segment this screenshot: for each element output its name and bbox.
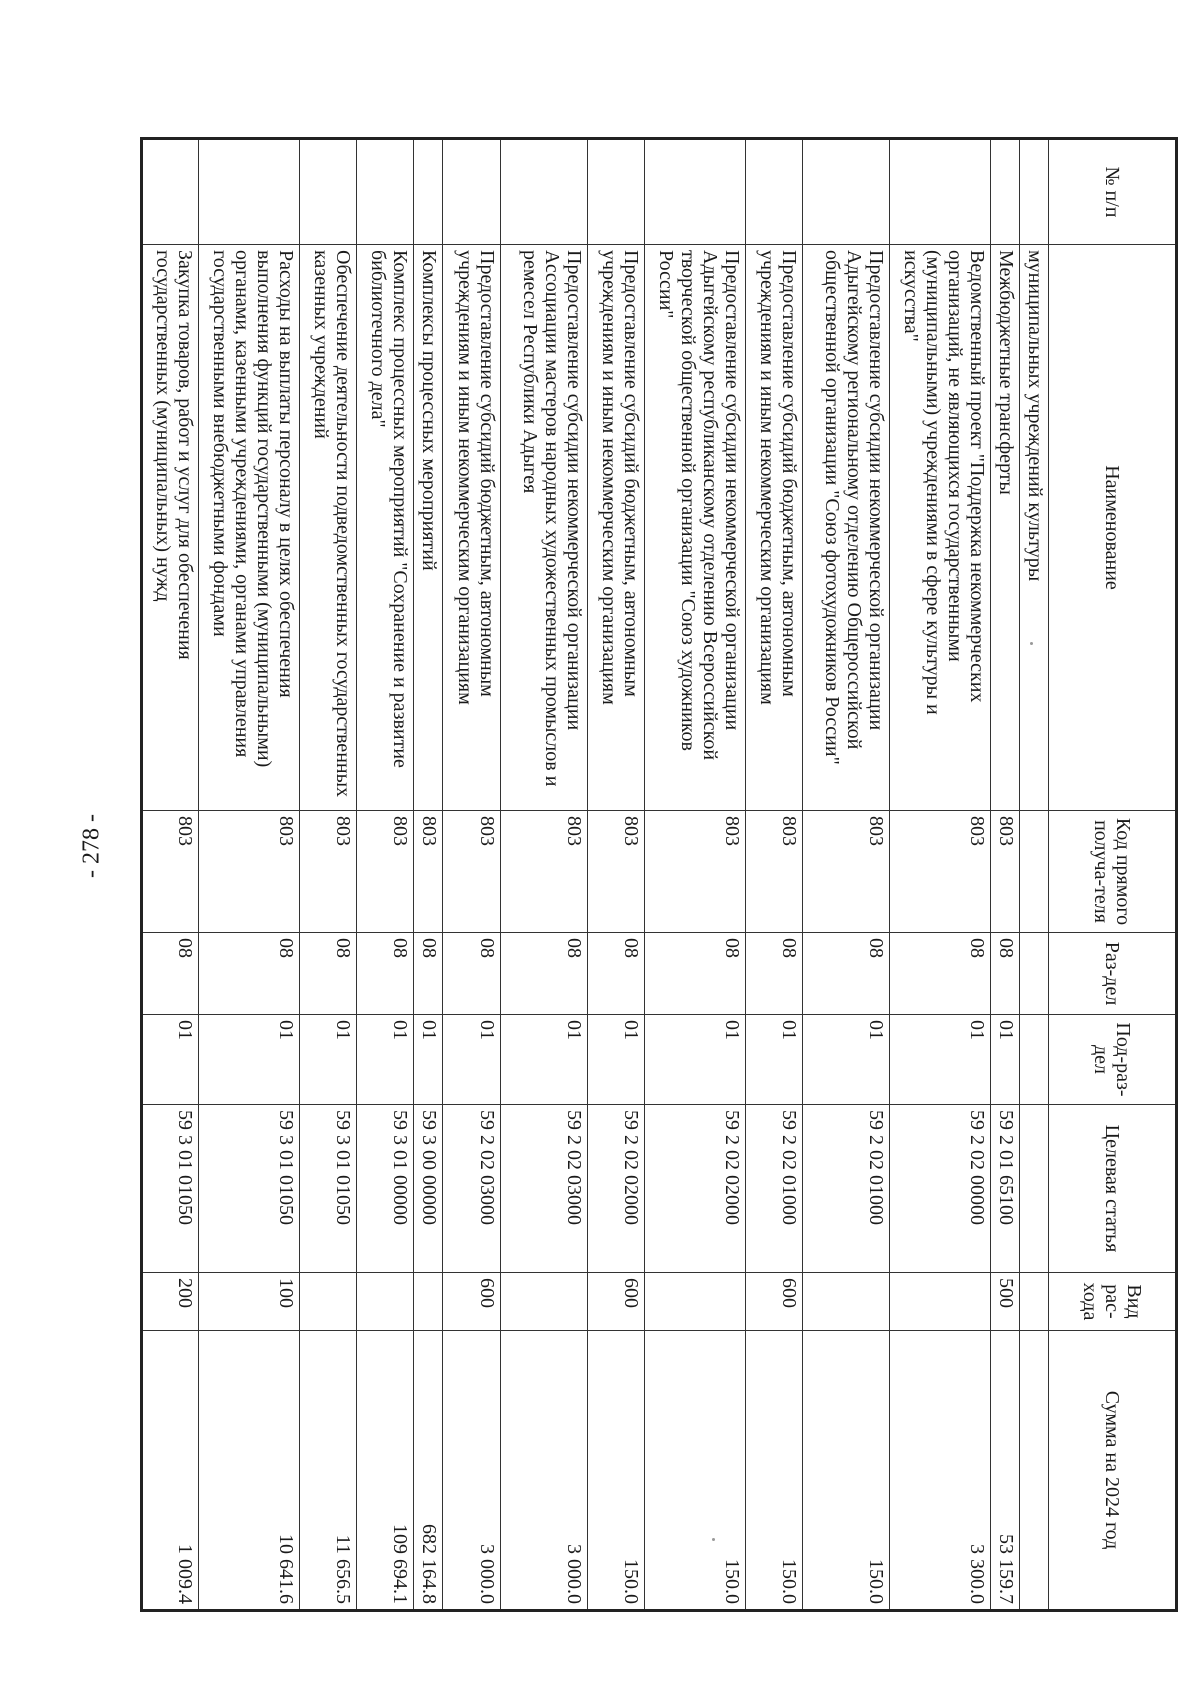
cell-amount: 11 656.5	[299, 1331, 356, 1611]
cell-recipient-code: 803	[356, 811, 413, 933]
cell-name: Предоставление субсидии некоммерческой организации Адыгейскому региональному отделению Общероссийской общественной организации "Союз фотохудожников России"	[802, 245, 889, 811]
cell-section: 08	[414, 933, 443, 1015]
table-row	[802, 139, 889, 1611]
table-row	[414, 139, 443, 1611]
table-row	[356, 139, 413, 1611]
cell-expense-type	[414, 1273, 443, 1331]
cell-name: Межбюджетные трансферты	[990, 245, 1019, 811]
cell-expense-type	[356, 1273, 413, 1331]
header-amount: Сумма на 2024 год	[1049, 1331, 1177, 1611]
cell-amount	[1019, 1331, 1048, 1611]
cell-target-article: 59 3 01 01050	[199, 1105, 299, 1273]
cell-expense-type: 600	[745, 1273, 802, 1331]
cell-recipient-code: 803	[414, 811, 443, 933]
cell-subsection: 01	[990, 1015, 1019, 1105]
header-expense-type: Вид рас-хода	[1049, 1273, 1177, 1331]
cell-num	[414, 139, 443, 245]
header-recipient-code: Код прямого получа-теля	[1049, 811, 1177, 933]
cell-subsection: 01	[890, 1015, 990, 1105]
cell-target-article: 59 2 02 03000	[500, 1105, 587, 1273]
header-num: № п/п	[1049, 139, 1177, 245]
header-name: Наименование	[1049, 245, 1177, 811]
cell-section: 08	[299, 933, 356, 1015]
cell-target-article: 59 2 02 01000	[802, 1105, 889, 1273]
table-row	[299, 139, 356, 1611]
cell-section: 08	[890, 933, 990, 1015]
cell-num	[199, 139, 299, 245]
cell-recipient-code: 803	[500, 811, 587, 933]
cell-subsection: 01	[142, 1015, 199, 1105]
cell-amount: 150.0	[588, 1331, 645, 1611]
header-target-article: Целевая статья	[1049, 1105, 1177, 1273]
table-row	[645, 139, 745, 1611]
table-header-row	[1049, 139, 1177, 1611]
budget-table	[140, 137, 1178, 1612]
cell-name: Предоставление субсидий бюджетным, автономным учреждениям и иным некоммерческим организациям	[745, 245, 802, 811]
cell-num	[500, 139, 587, 245]
cell-target-article: 59 2 02 02000	[645, 1105, 745, 1273]
cell-name: Расходы на выплаты персоналу в целях обеспечения выполнения функций государственными (муниципальными) органами, казенными учреждениями, органами управления государственными внебюджетными фондами	[199, 245, 299, 811]
cell-section: 08	[588, 933, 645, 1015]
cell-subsection: 01	[802, 1015, 889, 1105]
cell-subsection: 01	[745, 1015, 802, 1105]
cell-amount: 3 300.0	[890, 1331, 990, 1611]
cell-subsection	[1019, 1015, 1048, 1105]
scan-speck	[1030, 642, 1033, 645]
cell-section: 08	[645, 933, 745, 1015]
cell-recipient-code: 803	[745, 811, 802, 933]
table-row	[500, 139, 587, 1611]
cell-num	[1019, 139, 1048, 245]
cell-subsection: 01	[645, 1015, 745, 1105]
table-row	[1019, 139, 1048, 1611]
cell-recipient-code: 803	[990, 811, 1019, 933]
cell-target-article: 59 2 02 01000	[745, 1105, 802, 1273]
cell-name: Закупка товаров, работ и услуг для обеспечения государственных (муниципальных) нужд	[142, 245, 199, 811]
cell-amount: 150.0	[745, 1331, 802, 1611]
cell-num	[802, 139, 889, 245]
cell-subsection: 01	[414, 1015, 443, 1105]
scan-speck	[712, 1538, 715, 1541]
cell-num	[990, 139, 1019, 245]
page-number: - 278 -	[78, 814, 105, 878]
cell-amount: 150.0	[645, 1331, 745, 1611]
cell-recipient-code: 803	[588, 811, 645, 933]
cell-target-article	[1019, 1105, 1048, 1273]
cell-amount: 109 694.1	[356, 1331, 413, 1611]
table-row	[142, 139, 199, 1611]
cell-name: Комплексы процессных мероприятий	[414, 245, 443, 811]
cell-name: Ведомственный проект "Поддержка некоммерческих организаций, не являющихся государственными (муниципальными) учреждениями в сфере культуры и искусства"	[890, 245, 990, 811]
cell-section: 08	[802, 933, 889, 1015]
cell-amount: 682 164.8	[414, 1331, 443, 1611]
cell-num	[588, 139, 645, 245]
cell-num	[745, 139, 802, 245]
cell-subsection: 01	[356, 1015, 413, 1105]
table-row	[990, 139, 1019, 1611]
cell-expense-type: 600	[443, 1273, 500, 1331]
cell-subsection: 01	[588, 1015, 645, 1105]
table-row	[199, 139, 299, 1611]
table-row	[443, 139, 500, 1611]
cell-name: Предоставление субсидий бюджетным, автономным учреждениям и иным некоммерческим организациям	[443, 245, 500, 811]
cell-target-article: 59 2 01 65100	[990, 1105, 1019, 1273]
cell-num	[890, 139, 990, 245]
cell-amount: 10 641.6	[199, 1331, 299, 1611]
cell-recipient-code: 803	[802, 811, 889, 933]
cell-target-article: 59 2 02 03000	[443, 1105, 500, 1273]
cell-num	[443, 139, 500, 245]
cell-expense-type: 200	[142, 1273, 199, 1331]
cell-name: Обеспечение деятельности подведомственных государственных казенных учреждений	[299, 245, 356, 811]
cell-recipient-code: 803	[299, 811, 356, 933]
cell-section: 08	[443, 933, 500, 1015]
cell-num	[142, 139, 199, 245]
cell-section	[1019, 933, 1048, 1015]
cell-amount: 150.0	[802, 1331, 889, 1611]
cell-subsection: 01	[500, 1015, 587, 1105]
cell-expense-type	[299, 1273, 356, 1331]
cell-subsection: 01	[299, 1015, 356, 1105]
cell-target-article: 59 3 01 00000	[356, 1105, 413, 1273]
cell-expense-type	[802, 1273, 889, 1331]
cell-recipient-code: 803	[142, 811, 199, 933]
cell-expense-type	[500, 1273, 587, 1331]
cell-target-article: 59 2 02 00000	[890, 1105, 990, 1273]
cell-name: Предоставление субсидий бюджетным, автономным учреждениям и иным некоммерческим организациям	[588, 245, 645, 811]
cell-name: Комплекс процессных мероприятий "Сохранение и развитие библиотечного дела"	[356, 245, 413, 811]
cell-recipient-code: 803	[443, 811, 500, 933]
cell-recipient-code	[1019, 811, 1048, 933]
cell-recipient-code: 803	[199, 811, 299, 933]
cell-name: Предоставление субсидии некоммерческой организации Адыгейскому республиканскому отделению Всероссийской творческой общественной организации "Союз художников России"	[645, 245, 745, 811]
cell-amount: 3 000.0	[443, 1331, 500, 1611]
cell-expense-type	[890, 1273, 990, 1331]
cell-name: Предоставление субсидии некоммерческой организации Ассоциации мастеров народных художественных промыслов и ремесел Республики Адыгея	[500, 245, 587, 811]
cell-num	[645, 139, 745, 245]
cell-amount: 1 009.4	[142, 1331, 199, 1611]
cell-target-article: 59 3 00 00000	[414, 1105, 443, 1273]
cell-subsection: 01	[199, 1015, 299, 1105]
cell-expense-type	[1019, 1273, 1048, 1331]
cell-name: муниципальных учреждений культуры	[1019, 245, 1048, 811]
cell-expense-type	[645, 1273, 745, 1331]
table-row	[890, 139, 990, 1611]
cell-section: 08	[142, 933, 199, 1015]
cell-target-article: 59 3 01 01050	[299, 1105, 356, 1273]
cell-section: 08	[500, 933, 587, 1015]
table-row	[745, 139, 802, 1611]
cell-subsection: 01	[443, 1015, 500, 1105]
header-subsection: Под-раз-дел	[1049, 1015, 1177, 1105]
cell-section: 08	[745, 933, 802, 1015]
budget-table-container	[140, 137, 1178, 1609]
cell-amount: 3 000.0	[500, 1331, 587, 1611]
header-section: Раз-дел	[1049, 933, 1177, 1015]
cell-recipient-code: 803	[645, 811, 745, 933]
cell-num	[356, 139, 413, 245]
table-body	[142, 139, 1049, 1611]
cell-section: 08	[356, 933, 413, 1015]
cell-expense-type: 600	[588, 1273, 645, 1331]
cell-expense-type: 500	[990, 1273, 1019, 1331]
cell-target-article: 59 3 01 01050	[142, 1105, 199, 1273]
table-row	[588, 139, 645, 1611]
cell-amount: 53 159.7	[990, 1331, 1019, 1611]
cell-num	[299, 139, 356, 245]
cell-expense-type: 100	[199, 1273, 299, 1331]
cell-section: 08	[199, 933, 299, 1015]
cell-recipient-code: 803	[890, 811, 990, 933]
cell-target-article: 59 2 02 02000	[588, 1105, 645, 1273]
cell-section: 08	[990, 933, 1019, 1015]
